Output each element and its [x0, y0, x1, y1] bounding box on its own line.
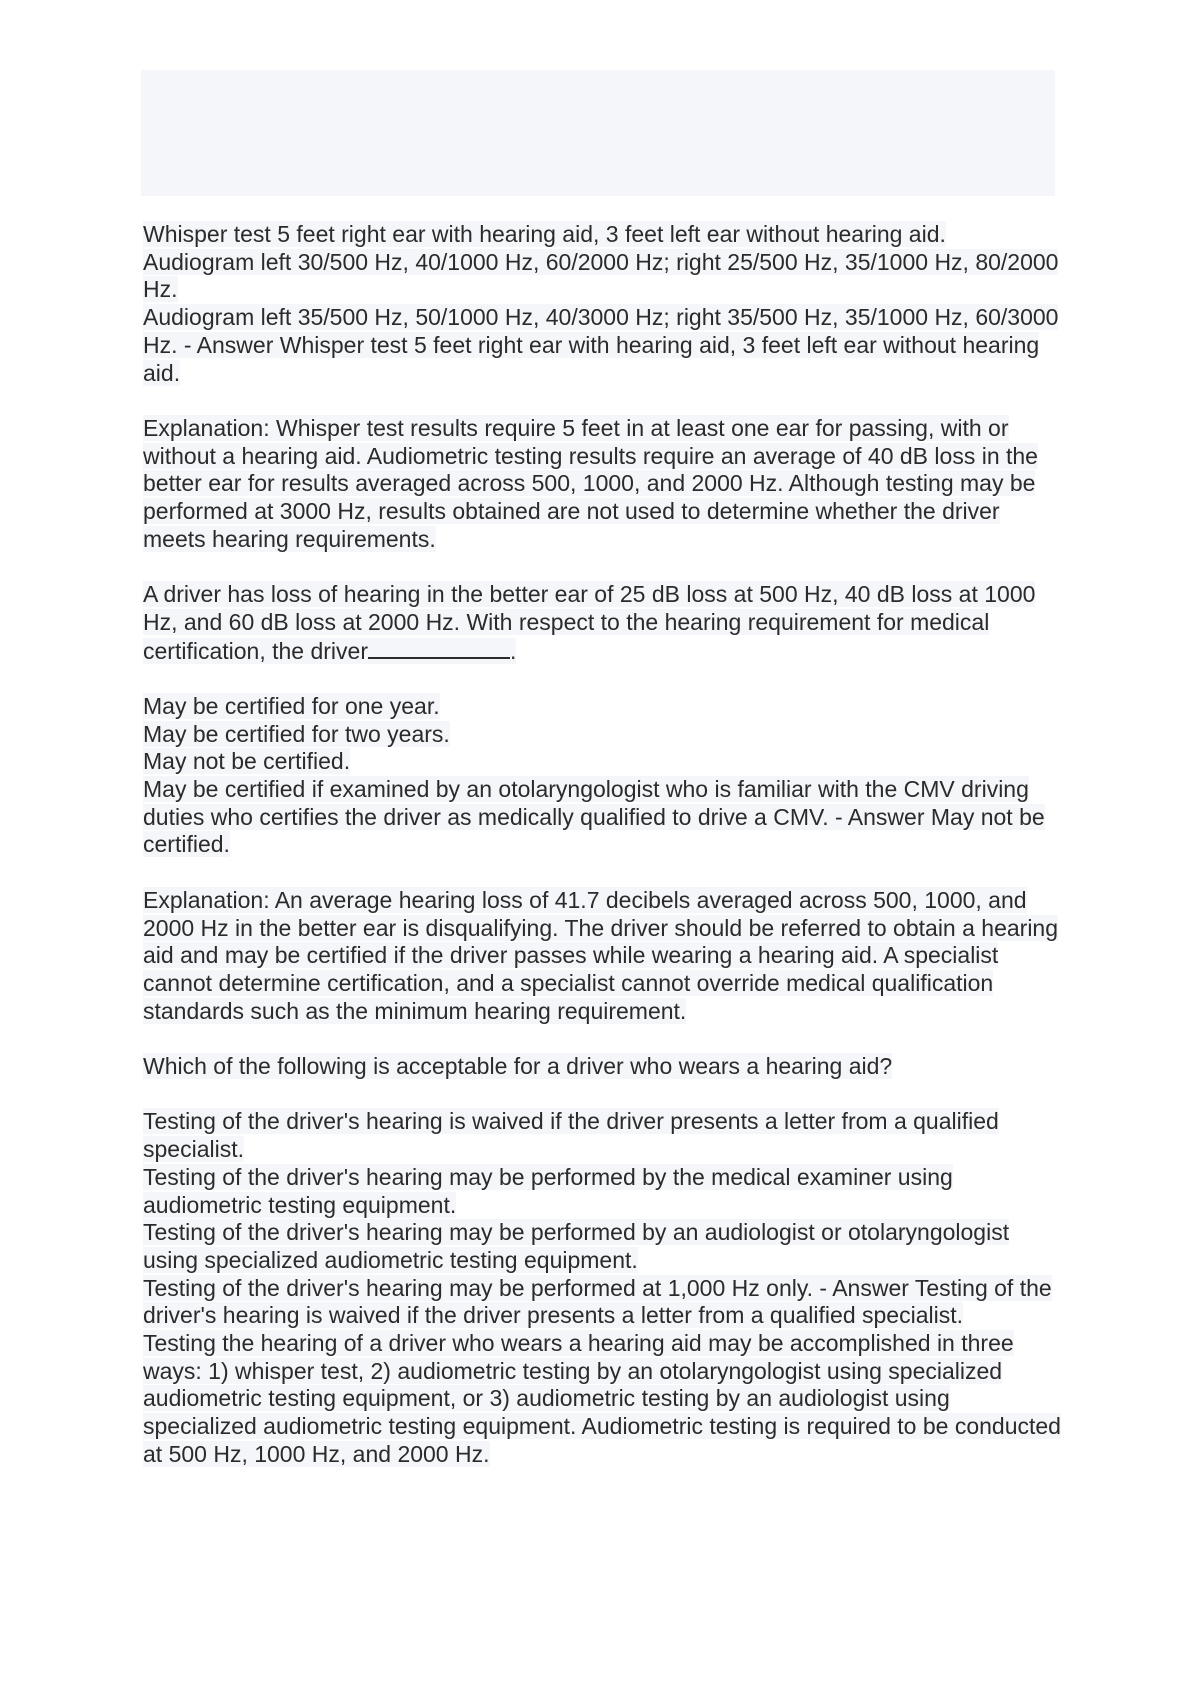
- option-item: Testing of the driver's hearing may be performed at 1,000 Hz only. - Answer Testing of the driver's hearing is waived if the driver presents a letter from a qualified specialist.: [143, 1274, 1052, 1329]
- option-item: Testing of the driver's hearing may be performed by the medical examiner using audiometric testing equipment.: [143, 1163, 953, 1218]
- question-1-line: Whisper test 5 feet right ear with hearing aid, 3 feet left ear without hearing aid.: [143, 221, 946, 247]
- question-2: [143, 581, 1063, 665]
- header-band: [141, 70, 1055, 196]
- document-body: [143, 221, 1063, 1496]
- option-item: Testing of the driver's hearing may be performed by an audiologist or otolaryngologist using specialized audiometric testing equipment.: [143, 1219, 1010, 1273]
- explanation-1: Explanation: Whisper test results require 5 feet in at least one ear for passing, with or without a hearing aid. Audiometric testing results require an average of 40 dB loss in the better ear for results averaged across 500, 1000, and 2000 Hz. Although testing may be performed at 3000 Hz, results obtained are not used to determine whether the driver meets hearing requirements.: [143, 414, 1038, 552]
- question-2-text: A driver has loss of hearing in the better ear of 25 dB loss at 500 Hz, 40 dB loss at 1000 Hz, and 60 dB loss at 2000 Hz. With respect to the hearing requirement for medical certification, the driver .: [143, 581, 1036, 664]
- question-1-block: [143, 221, 1063, 387]
- question-1-line: Audiogram left 35/500 Hz, 50/1000 Hz, 40/3000 Hz; right 35/500 Hz, 35/1000 Hz, 60/3000 Hz. - Answer Whisper test 5 feet right ear with hearing aid, 3 feet left ear without hearing aid.: [143, 304, 1059, 386]
- question-3-options: [143, 1108, 1063, 1468]
- option-item: May be certified for one year.: [143, 692, 440, 719]
- option-item: May not be certified.: [143, 748, 351, 775]
- answer-blank: [368, 637, 510, 659]
- option-item: May be certified for two years.: [143, 720, 450, 747]
- option-item: May be certified if examined by an otolaryngologist who is familiar with the CMV driving duties who certifies the driver as medically qualified to drive a CMV. - Answer May not be certified.: [143, 776, 1045, 858]
- question-1-line: Audiogram left 30/500 Hz, 40/1000 Hz, 60/2000 Hz; right 25/500 Hz, 35/1000 Hz, 80/2000 Hz.: [143, 248, 1059, 303]
- option-item: Testing of the driver's hearing is waived if the driver presents a letter from a qualified specialist.: [143, 1108, 999, 1163]
- explanation-2: Explanation: An average hearing loss of 41.7 decibels averaged across 500, 1000, and 2000 Hz in the better ear is disqualifying. The driver should be referred to obtain a hearing aid and may be certified if the driver passes while wearing a hearing aid. A specialist cannot determine certification, and a specialist cannot override medical qualification standards such as the minimum hearing requirement.: [143, 886, 1059, 1024]
- explanation-3: Testing the hearing of a driver who wears a hearing aid may be accomplished in three ways: 1) whisper test, 2) audiometric testing by an otolaryngologist using specialized audiometric testing equipment, or 3) audiometric testing by an audiologist using specialized audiometric testing equipment. Audiometric testing is required to be conducted at 500 Hz, 1000 Hz, and 2000 Hz.: [143, 1330, 1061, 1467]
- question-2-options: [143, 693, 1063, 859]
- question-3: Which of the following is acceptable for a driver who wears a hearing aid?: [143, 1053, 893, 1080]
